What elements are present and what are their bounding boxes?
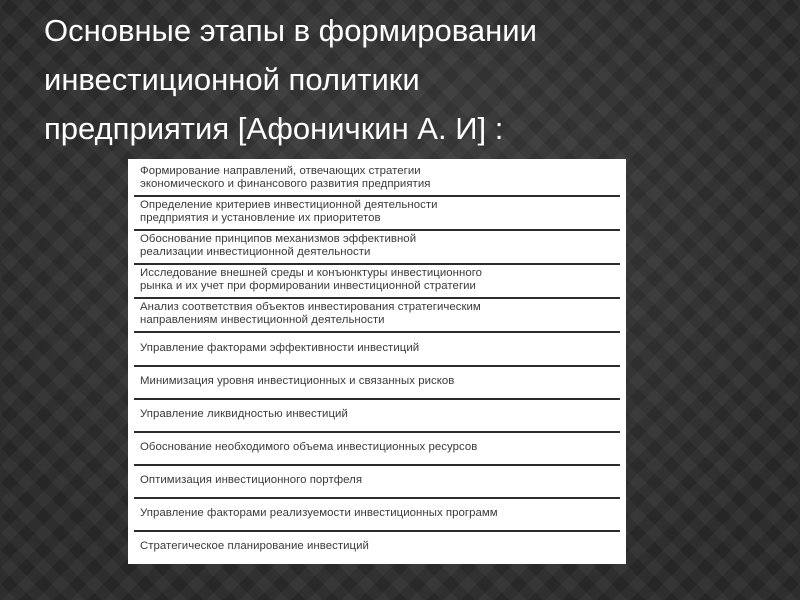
stage-text: направлениям инвестиционной деятельности <box>140 314 385 326</box>
stage-row <box>128 398 626 431</box>
stages-table <box>128 159 626 564</box>
stage-row <box>128 263 626 297</box>
stage-text: Стратегическое планирование инвестиций <box>140 539 369 552</box>
stage-row <box>128 530 626 562</box>
slide-title-line: Основные этапы в формировании <box>44 13 537 48</box>
stage-row <box>128 161 626 195</box>
stage-row <box>128 365 626 398</box>
stage-row <box>128 297 626 331</box>
stage-row <box>128 431 626 464</box>
slide-title <box>44 6 764 153</box>
stage-row <box>128 464 626 497</box>
stage-text: Оптимизация инвестиционного портфеля <box>140 474 363 486</box>
slide-title-line: инвестиционной политики <box>44 62 420 97</box>
stage-text: Определение критериев инвестиционной деятельности <box>140 199 438 211</box>
stage-text: Управление ликвидностью инвестиций <box>140 408 348 420</box>
stage-text: предприятия и установление их приоритетов <box>140 212 381 224</box>
stage-text: рынка и их учет при формировании инвестиционной стратегии <box>140 280 476 292</box>
stage-text: Минимизация уровня инвестиционных и связанных рисков <box>140 375 455 387</box>
stage-text: Управление факторами эффективности инвестиций <box>140 341 420 354</box>
stage-text: Анализ соответствия объектов инвестирования стратегическим <box>140 301 481 313</box>
stage-text: реализации инвестиционной деятельности <box>140 246 371 258</box>
stage-text: Исследование внешней среды и конъюнктуры инвестиционного <box>140 267 483 279</box>
stage-text: Обоснование необходимого объема инвестиционных ресурсов <box>140 441 478 453</box>
stage-row <box>128 229 626 263</box>
slide-title-line: предприятия [Афоничкин А. И] : <box>44 111 504 146</box>
stage-row <box>128 195 626 229</box>
stage-text: экономического и финансового развития предприятия <box>140 178 431 190</box>
stage-text: Управление факторами реализуемости инвестиционных программ <box>140 507 498 519</box>
stage-text: Обоснование принципов механизмов эффективной <box>140 233 417 245</box>
stage-text: Формирование направлений, отвечающих стратегии <box>140 165 421 177</box>
stage-row <box>128 497 626 530</box>
stage-row <box>128 331 626 365</box>
